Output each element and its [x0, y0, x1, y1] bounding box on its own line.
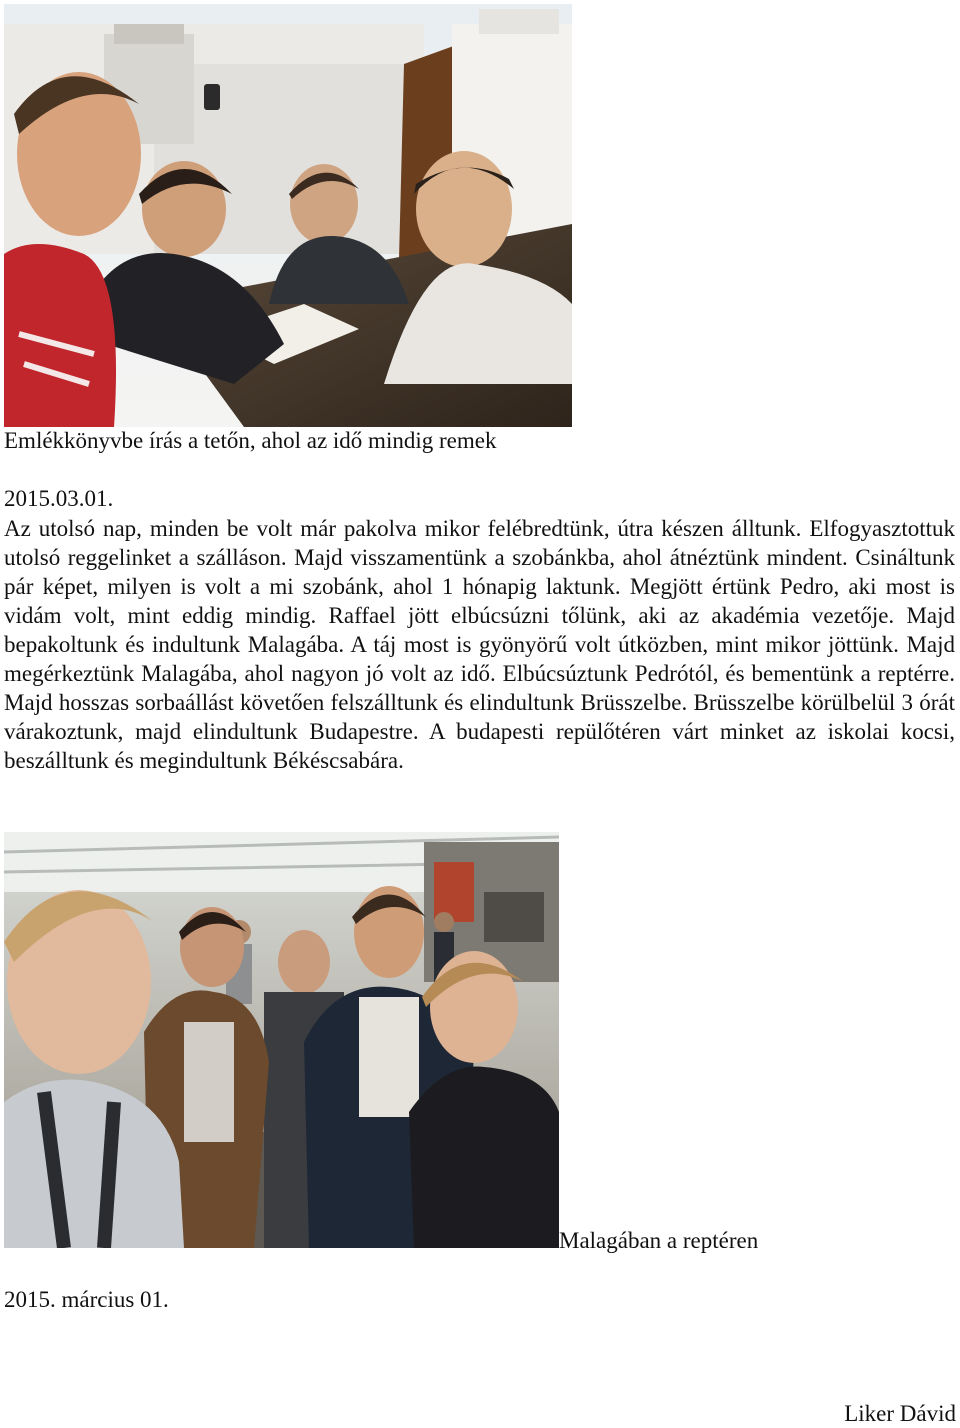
photo-caption-rooftop: Emlékkönyvbe írás a tetőn, ahol az idő mindig remek	[4, 428, 497, 453]
author-name: Liker Dávid	[844, 1401, 956, 1426]
entry-date: 2015.03.01.	[4, 486, 114, 511]
rooftop-photo	[4, 4, 572, 427]
photo-caption-airport: Malagában a reptéren	[559, 1228, 759, 1253]
airport-photo	[4, 832, 559, 1248]
rooftop-photo-drawing	[4, 4, 572, 427]
entry-body-text: Az utolsó nap, minden be volt már pakolva mikor felébredtünk, útra készen álltunk. Elfogyasztottuk utolsó reggelinket a szálláson. Majd visszamentünk a szobánkba, ahol átnéztünk mindent. Csináltunk pár képet, milyen is volt a mi szobánk, ahol 1 hónapig laktunk. Megjött értünk Pedro, aki most is vidám volt, mint eddig mindig. Raffael jött elbúcsúzni tőlünk, aki az akadémia vezetője. Majd bepakoltunk és indultunk Malagába. A táj most is gyönyörű volt útközben, mint mikor jöttünk. Majd megérkeztünk Malagába, ahol nagyon jó volt az idő. Elbúcsúztunk Pedrótól, és bementünk a reptérre. Majd hosszas sorbaállást követően felszálltunk és elindultunk Brüsszelbe. Brüsszelbe körülbelül 3 órát várakoztunk, majd elindultunk Budapestre. A budapesti repülőtéren várt minket az iskolai kocsi, beszálltunk és megindultunk Békéscsabára.	[4, 516, 955, 773]
closing-date: 2015. március 01.	[4, 1287, 169, 1312]
airport-photo-drawing	[4, 832, 559, 1248]
